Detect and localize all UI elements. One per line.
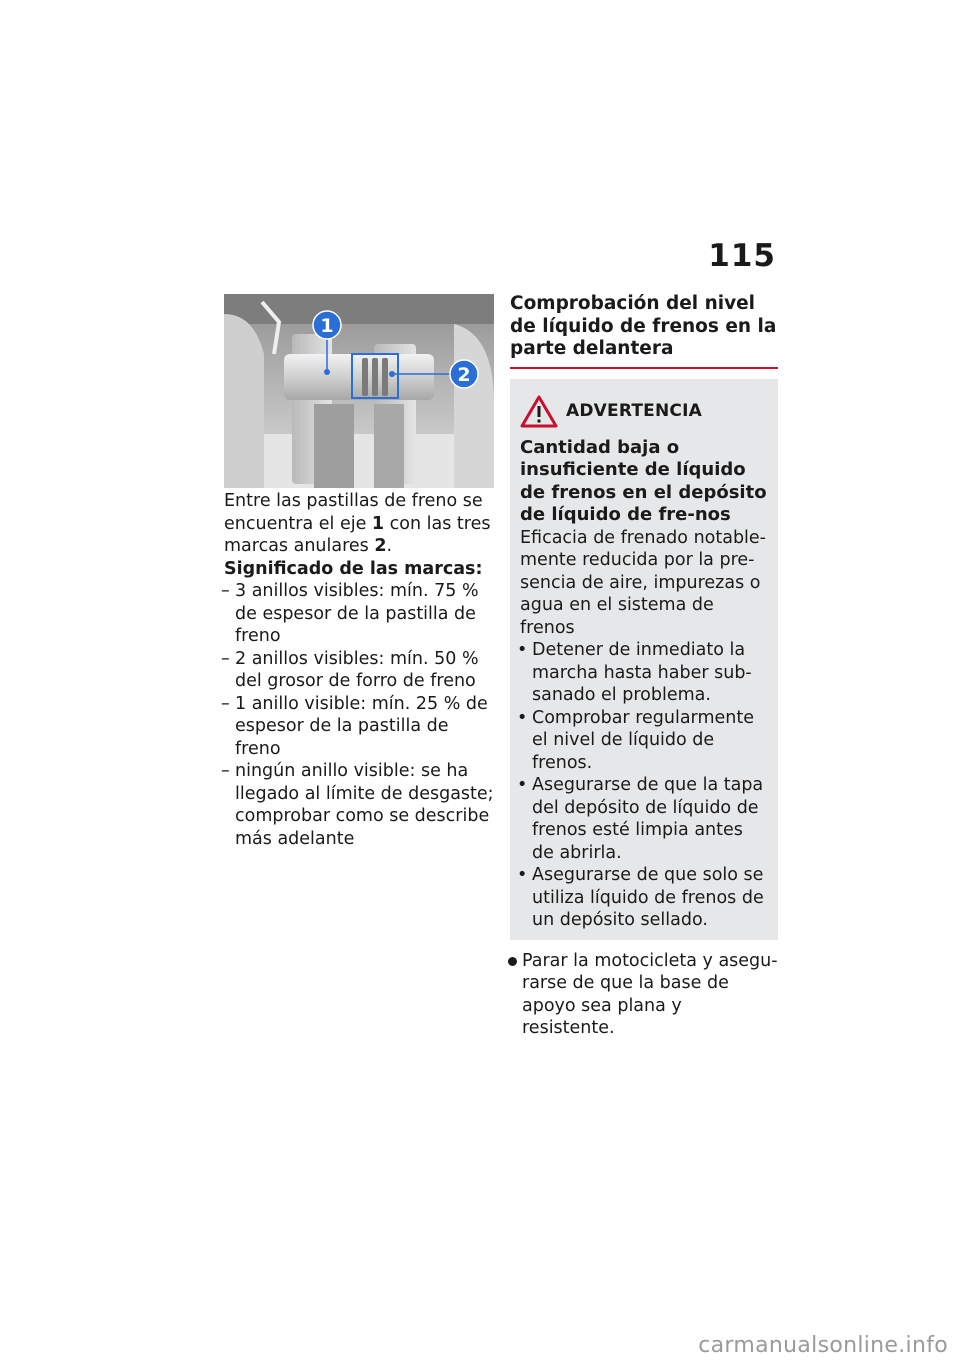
list-item: • Comprobar regularmente el nivel de líquido de frenos.: [520, 707, 768, 775]
intro-paragraph: Entre las pastillas de freno se encuentra el eje 1 con las tres marcas anulares 2.: [224, 491, 491, 556]
list-item: – 2 anillos visibles: mín. 50 % del grosor de forro de freno: [224, 648, 494, 693]
section-title: Comprobación del nivel de líquido de frenos en la parte delantera: [510, 293, 778, 369]
step-instruction: Parar la motocicleta y asegu-rarse de que la base de apoyo sea plana y resistente.: [510, 950, 778, 1040]
warning-actions: [520, 639, 768, 932]
page-number: 115: [708, 238, 776, 274]
callout-1-label: 1: [320, 315, 334, 337]
marks-list: [224, 580, 494, 850]
list-item: • Asegurarse de que solo se utiliza líquido de frenos de un depósito sellado.: [520, 864, 768, 932]
list-item: – 1 anillo visible: mín. 25 % de espesor de la pastilla de freno: [224, 693, 494, 761]
warning-box: [510, 379, 778, 940]
warning-text: Eficacia de frenado notable-mente reducida por la pre-sencia de aire, impurezas o agua en el sistema de frenos: [520, 527, 766, 638]
list-item: – ningún anillo visible: se ha llegado al límite de desgaste; comprobar como se describe más adelante: [224, 760, 494, 850]
warning-label: ADVERTENCIA: [566, 401, 702, 422]
axle-reference: 1: [371, 513, 385, 534]
brake-axle-illustration: [224, 294, 494, 488]
watermark: carmanualsonline.info: [698, 1333, 948, 1358]
left-column: [224, 490, 494, 850]
ring-marks-reference: 2: [374, 536, 387, 556]
list-item: • Asegurarse de que la tapa del depósito de líquido de frenos esté limpia antes de abrirla.: [520, 774, 768, 864]
right-column: [510, 293, 778, 1040]
brake-axle-figure: [224, 294, 494, 488]
warning-title: Cantidad baja o insuficiente de líquido de frenos en el depósito de líquido de fre-nos: [520, 436, 767, 525]
list-item: • Detener de inmediato la marcha hasta haber sub-sanado el problema.: [520, 639, 768, 707]
warning-triangle-icon: [520, 395, 558, 429]
callout-2-label: 2: [457, 364, 471, 386]
step-bullet-icon: [508, 957, 517, 966]
list-item: – 3 anillos visibles: mín. 75 % de espesor de la pastilla de freno: [224, 580, 494, 648]
marks-heading: Significado de las marcas:: [224, 558, 483, 579]
warning-header: [520, 395, 768, 429]
